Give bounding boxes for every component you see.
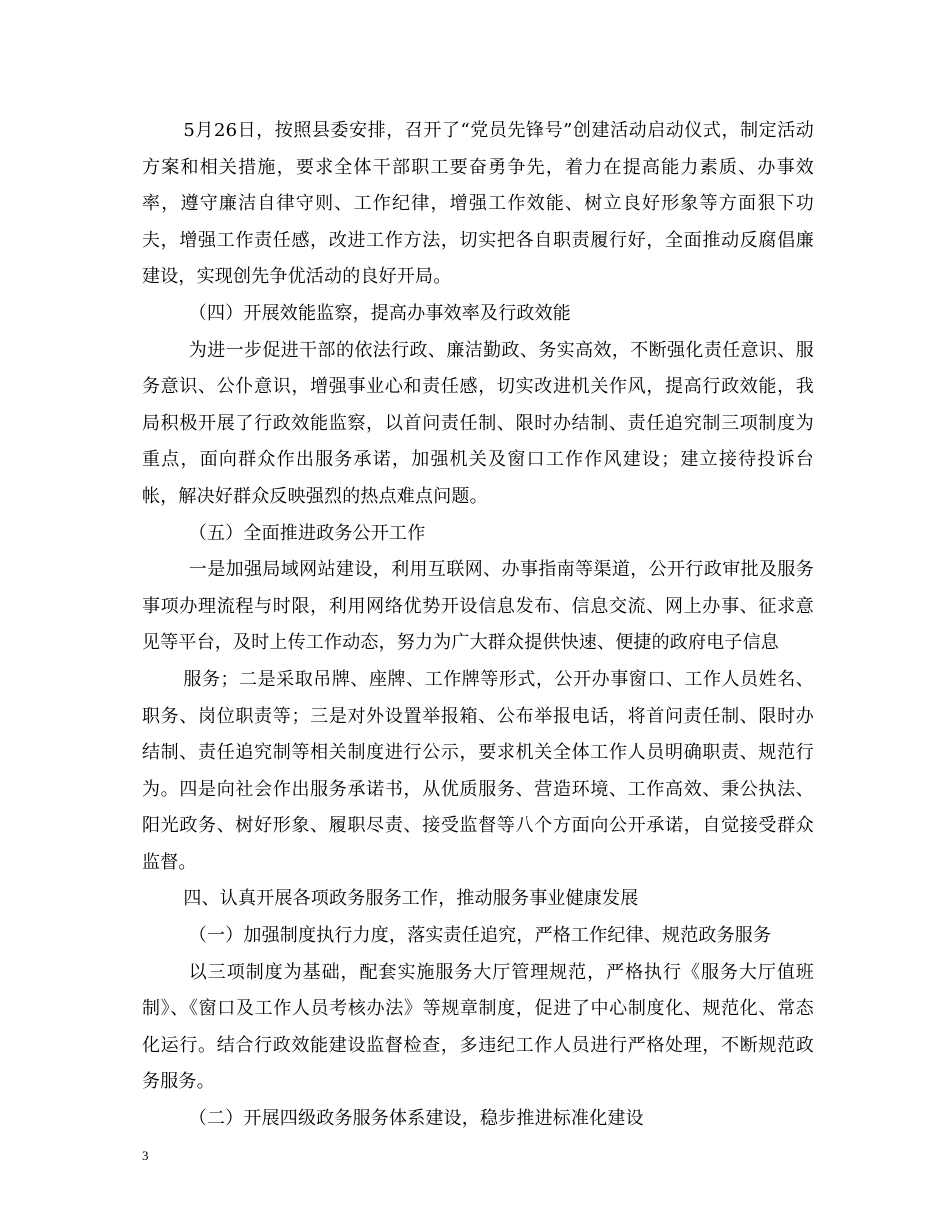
document-body [142, 113, 814, 1138]
section-heading-4: （四）开展效能监察，提高办事效率及行政效能 [188, 302, 571, 324]
section-heading-1: （一）加强制度执行力度，落实责任追究，严格工作纪律、规范政务服务 [188, 925, 772, 947]
paragraph-openness-2: 服务；二是采取吊牌、座牌、工作牌等形式，公开办事窗口、工作人员姓名、职务、岗位职责等；三是对外设置举报箱、公布举报电话，将首问责任制、限时办结制、责任追究制等相关制度进行公示，要求机关全体工作人员明确职责、规范行为。四是向社会作出服务承诺书，从优质服务、营造环境、工作高效、秉公执法、阳光政务、树好形象、履职尽责、接受监督等八个方面向公开承诺，自觉接受群众监督。 [142, 668, 814, 873]
chapter-heading-4: 四、认真开展各项政务服务工作，推动服务事业健康发展 [183, 888, 639, 910]
section-heading-2: （二）开展四级政务服务体系建设，稳步推进标准化建设 [188, 1108, 644, 1130]
section-heading-5: （五）全面推进政务公开工作 [188, 522, 426, 544]
paragraph-efficiency: 为进一步促进干部的依法行政、廉洁勤政、务实高效，不断强化责任意识、服务意识、公仆意识，增强事业心和责任感，切实改进机关作风，提高行政效能，我局积极开展了行政效能监察，以首问责任制、限时办结制、责任追究制三项制度为重点，面向群众作出服务承诺，加强机关及窗口工作作风建设；建立接待投诉台帐，解决好群众反映强烈的热点难点问题。 [142, 339, 814, 507]
paragraph-1: 5月26日，按照县委安排，召开了“党员先锋号”创建活动启动仪式，制定活动方案和相关措施，要求全体干部职工要奋勇争先，着力在提高能力素质、办事效率，遵守廉洁自律守则、工作纪律，增强工作效能、树立良好形象等方面狠下功夫，增强工作责任感，改进工作方法，切实把各自职责履行好，全面推动反腐倡廉建设，实现创先争优活动的良好开局。 [142, 120, 814, 288]
paragraph-openness-1: 一是加强局域网站建设，利用互联网、办事指南等渠道，公开行政审批及服务事项办理流程与时限，利用网络优势开设信息发布、信息交流、网上办事、征求意见等平台，及时上传工作动态，努力为广大群众提供快速、便捷的政府电子信息 [142, 559, 814, 654]
page-number: 3 [142, 1148, 149, 1163]
paragraph-rules: 以三项制度为基础，配套实施服务大厅管理规范，严格执行《服务大厅值班制》、《窗口及工作人员考核办法》等规章制度，促进了中心制度化、规范化、常态化运行。结合行政效能建设监督检查，多违纪工作人员进行严格处理，不断规范政务服务。 [142, 961, 814, 1093]
